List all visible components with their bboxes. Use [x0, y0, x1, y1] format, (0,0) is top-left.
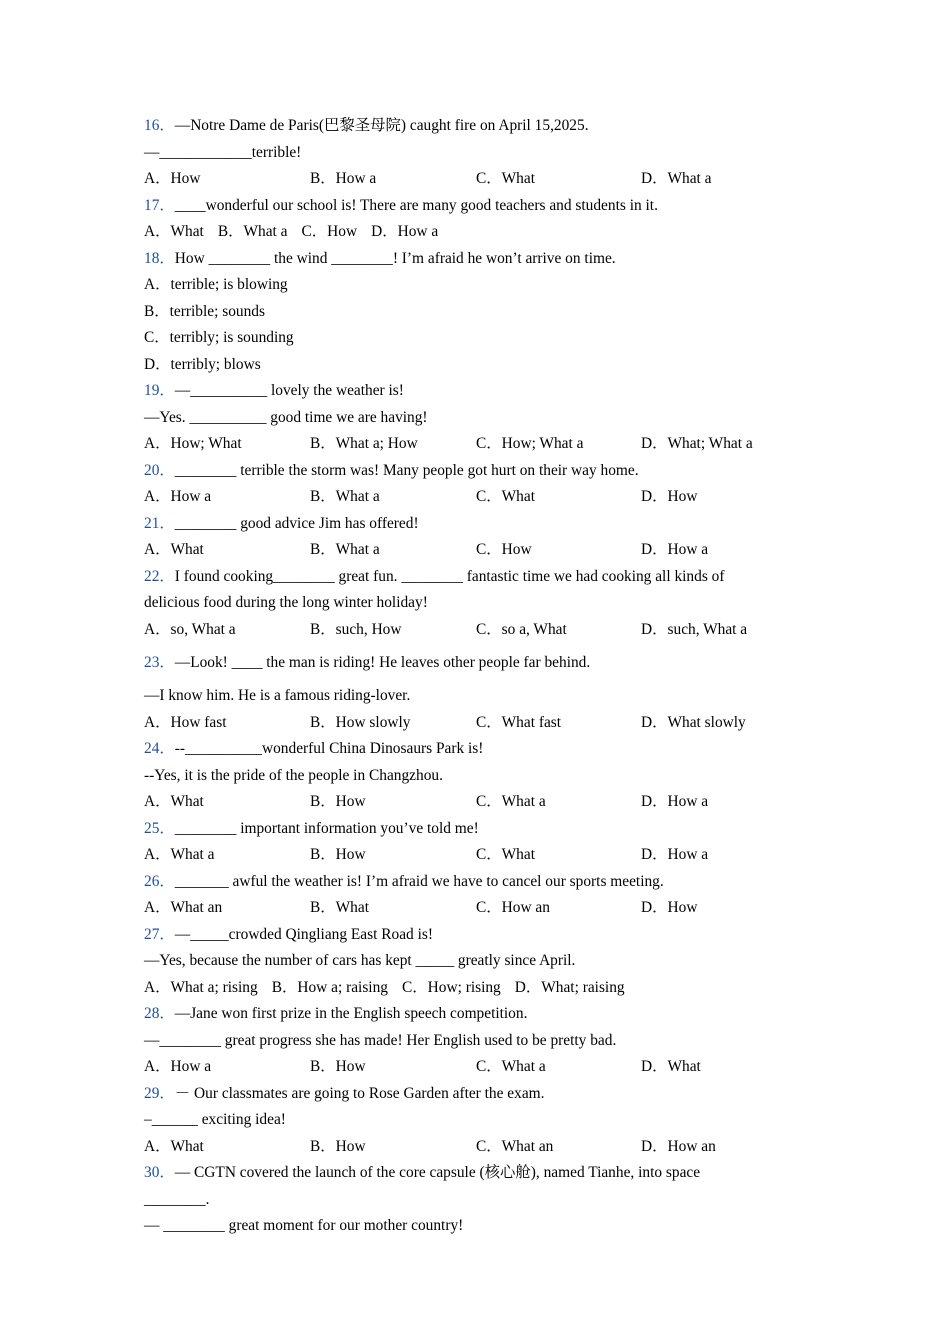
option-a: A．terrible; is blowing — [144, 276, 288, 293]
question-continuation: —________ great progress she has made! Her English used to be pretty bad. — [144, 1031, 617, 1049]
question-stem: ________ good advice Jim has offered! — [174, 514, 419, 532]
options-row — [144, 1054, 804, 1081]
option-c: C．What an — [476, 1137, 554, 1155]
option-a: A．How; What — [144, 435, 242, 452]
option-b: B．How — [310, 1137, 366, 1155]
question-number: 28． — [144, 1005, 175, 1022]
option-d: D．How a — [371, 223, 439, 240]
question-stem: _______ awful the weather is! I’m afraid we have to cancel our sports meeting. — [174, 872, 664, 890]
option-a: A．so, What a — [144, 620, 236, 638]
options-row — [144, 484, 804, 511]
option-d: D．What a — [641, 170, 712, 187]
option-d: D．How a — [641, 846, 709, 863]
question-18 — [144, 246, 804, 379]
options-row — [144, 789, 804, 816]
option-a: A．What — [144, 793, 204, 810]
question-continuation: –______ exciting idea! — [144, 1111, 286, 1128]
question-stem-line — [144, 511, 804, 538]
question-29 — [144, 1081, 804, 1161]
option-d: D．What slowly — [641, 713, 746, 731]
question-stem: —_____crowded Qingliang East Road is! — [174, 925, 433, 943]
question-number: 24． — [144, 740, 175, 757]
option-a: A．What a; rising — [144, 978, 258, 996]
options-row — [144, 617, 804, 644]
question-continuation: —Yes. __________ good time we are having! — [144, 408, 428, 426]
option-b: B．How a — [310, 170, 377, 187]
option-c: C．What a — [476, 793, 546, 810]
question-stem: ________ important information you’ve told me! — [174, 819, 479, 837]
option-c: C．What — [476, 170, 535, 187]
option-c: C．terribly; is sounding — [144, 329, 294, 346]
question-number: 20． — [144, 461, 175, 479]
question-30 — [144, 1160, 804, 1240]
question-stem-line — [144, 378, 804, 405]
option-c: C．How; What a — [476, 435, 584, 452]
option-d: D．What; raising — [514, 978, 625, 996]
option-b: B．How a; raising — [271, 978, 388, 996]
question-stem: —__________ lovely the weather is! — [174, 382, 404, 399]
question-17 — [144, 193, 804, 246]
option-b: B．What a — [217, 223, 288, 240]
option-a: A．How a — [144, 488, 212, 505]
question-stem-line — [144, 193, 804, 220]
option-c: C．What a — [476, 1058, 546, 1075]
option-a: A．What an — [144, 899, 223, 916]
question-stem-line — [144, 458, 804, 485]
question-stem: － Our classmates are going to Rose Garden after the exam. — [174, 1084, 545, 1102]
question-21 — [144, 511, 804, 564]
option-a: A．How fast — [144, 713, 227, 731]
option-d: D．How a — [641, 541, 709, 558]
question-number: 27． — [144, 925, 175, 943]
options-row — [144, 166, 804, 193]
option-d: D．How an — [641, 1137, 716, 1155]
question-continuation: —____________terrible! — [144, 143, 302, 161]
question-stem-line — [144, 1081, 804, 1108]
question-23 — [144, 643, 804, 736]
options-row — [144, 219, 804, 246]
question-stem: I found cooking________ great fun. ________ fantastic time we had cooking all kinds of — [174, 567, 725, 585]
option-b: B．How — [310, 1058, 366, 1075]
options-row — [144, 842, 804, 869]
question-28 — [144, 1001, 804, 1081]
question-continuation: —I know him. He is a famous riding-lover. — [144, 687, 411, 704]
question-stem: How ________ the wind ________! I’m afraid he won’t arrive on time. — [174, 249, 616, 267]
option-d: D．What — [641, 1058, 701, 1075]
question-26 — [144, 869, 804, 922]
option-c: C．so a, What — [476, 620, 567, 638]
option-b: B．How — [310, 846, 366, 863]
option-c: C．How — [476, 541, 532, 558]
option-d: D．How — [641, 488, 698, 505]
question-number: 26． — [144, 872, 175, 890]
question-continuation: —Yes, because the number of cars has kept _____ greatly since April. — [144, 952, 576, 969]
question-number: 25． — [144, 819, 175, 837]
option-a: A．What — [144, 223, 204, 240]
option-b: B．How — [310, 793, 366, 810]
option-b: B．What a — [310, 488, 380, 505]
option-d: D．How — [641, 899, 698, 916]
question-number: 30． — [144, 1164, 175, 1181]
question-20 — [144, 458, 804, 511]
question-continuation: ________. — [144, 1190, 210, 1208]
option-c: C．How — [301, 223, 358, 240]
question-stem-line — [144, 816, 804, 843]
option-c: C．How an — [476, 899, 550, 916]
option-c: C．What fast — [476, 713, 562, 731]
question-stem-line — [144, 113, 804, 140]
question-22 — [144, 564, 804, 644]
question-stem-line — [144, 564, 804, 591]
option-a: A．What a — [144, 846, 215, 863]
question-stem-line — [144, 643, 804, 676]
question-19 — [144, 378, 804, 458]
option-a: A．What — [144, 1137, 204, 1155]
question-stem: ________ terrible the storm was! Many people got hurt on their way home. — [174, 461, 639, 479]
option-c: C．How; rising — [401, 978, 501, 996]
question-number: 19． — [144, 382, 175, 399]
option-d: D．terribly; blows — [144, 355, 261, 373]
option-c: C．What — [476, 846, 535, 863]
question-27 — [144, 922, 804, 1002]
question-number: 16． — [144, 117, 175, 134]
option-b: B．What a; How — [310, 435, 418, 452]
option-a: A．How a — [144, 1058, 212, 1075]
question-stem-line — [144, 922, 804, 949]
option-b: B．terrible; sounds — [144, 302, 265, 320]
option-a: A．What — [144, 541, 204, 558]
option-c: C．What — [476, 488, 535, 505]
question-stem: —Jane won first prize in the English speech competition. — [174, 1005, 528, 1022]
option-d: D．What; What a — [641, 435, 753, 452]
option-d: D．How a — [641, 793, 709, 810]
question-16 — [144, 113, 804, 193]
options-row — [144, 975, 804, 1002]
option-b: B．What — [310, 899, 369, 916]
question-number: 22． — [144, 567, 175, 585]
options-row — [144, 431, 804, 458]
options-row — [144, 895, 804, 922]
question-number: 18． — [144, 249, 175, 267]
question-stem: ____wonderful our school is! There are many good teachers and students in it. — [174, 196, 658, 214]
option-a: A．How — [144, 170, 201, 187]
options-row — [144, 1134, 804, 1161]
question-stem: —Look! ____ the man is riding! He leaves other people far behind. — [174, 654, 591, 671]
option-b: B．What a — [310, 541, 380, 558]
question-number: 29． — [144, 1084, 175, 1102]
option-b: B．such, How — [310, 620, 402, 638]
question-number: 17． — [144, 196, 175, 214]
question-stem: —Notre Dame de Paris(巴黎圣母院) caught fire on April 15,2025. — [174, 117, 589, 134]
question-stem-line — [144, 246, 804, 273]
question-stem-line — [144, 1160, 804, 1187]
question-number: 23． — [144, 654, 175, 671]
question-continuation: — ________ great moment for our mother country! — [144, 1217, 464, 1234]
question-number: 21． — [144, 514, 175, 532]
question-stem-line — [144, 736, 804, 763]
question-continuation: delicious food during the long winter holiday! — [144, 594, 428, 611]
question-stem: — CGTN covered the launch of the core capsule (核心舱), named Tianhe, into space — [174, 1164, 701, 1181]
options-row — [144, 537, 804, 564]
option-b: B．How slowly — [310, 713, 411, 731]
question-stem-line — [144, 1001, 804, 1028]
question-stem-line — [144, 869, 804, 896]
document-page — [144, 113, 804, 1240]
question-24 — [144, 736, 804, 816]
question-stem: --__________wonderful China Dinosaurs Park is! — [174, 740, 484, 757]
options-row — [144, 710, 804, 737]
question-continuation: --Yes, it is the pride of the people in Changzhou. — [144, 766, 443, 784]
question-25 — [144, 816, 804, 869]
option-d: D．such, What a — [641, 620, 748, 638]
